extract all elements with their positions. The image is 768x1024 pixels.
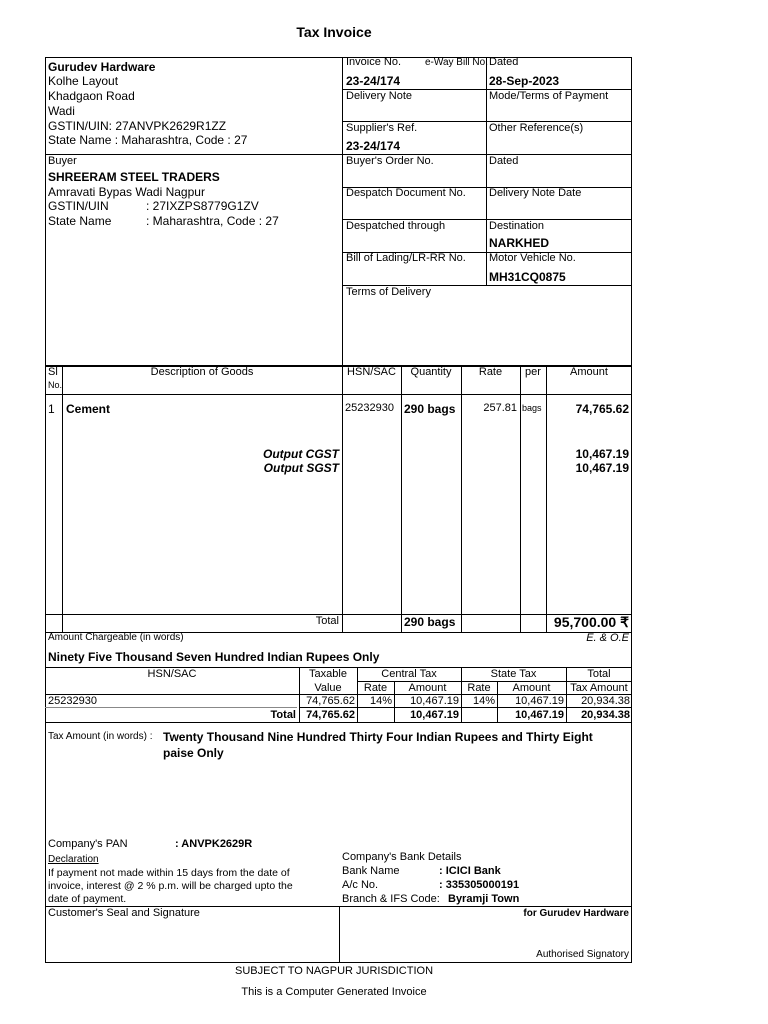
col-hsn: HSN/SAC: [347, 366, 396, 378]
motor-vehicle: MH31CQ0875: [489, 270, 566, 284]
jurisdiction: SUBJECT TO NAGPUR JURISDICTION: [234, 965, 434, 977]
ts-total-header: Total: [587, 668, 611, 680]
divider: [45, 707, 297, 708]
ts-taxable-header-2: Value: [314, 682, 342, 694]
col-sl: Sl: [48, 366, 58, 378]
suppliers-ref-label: Supplier's Ref.: [346, 122, 418, 134]
ts-hsn-header: HSN/SAC: [147, 668, 197, 680]
pan-value: : ANVPK2629R: [175, 838, 253, 850]
divider: [520, 365, 521, 632]
ts-row-c-rate: 14%: [369, 695, 392, 707]
ts-total-s-amount: 10,467.19: [515, 709, 564, 721]
customer-seal-label: Customer's Seal and Signature: [48, 907, 200, 919]
other-ref-label: Other Reference(s): [489, 122, 584, 134]
item-rate: 257.81: [483, 402, 517, 414]
col-amount: Amount: [570, 366, 608, 378]
cgst-amount: 10,467.19: [575, 447, 629, 461]
divider: [342, 57, 343, 365]
authorised-signatory: Authorised Signatory: [536, 949, 629, 960]
item-description: Cement: [66, 402, 111, 416]
total-label: Total: [315, 615, 339, 627]
buyer-gstin-label: GSTIN/UIN: [48, 199, 109, 213]
col-description: Description of Goods: [150, 366, 254, 378]
sgst-amount: 10,467.19: [575, 461, 629, 475]
buyer-state: : Maharashtra, Code : 27: [146, 214, 279, 228]
invoice-no: 23-24/174: [346, 74, 401, 88]
buyer-state-label: State Name: [48, 214, 112, 228]
eoe: E. & O.E: [586, 632, 629, 644]
buyers-order-label: Buyer's Order No.: [346, 155, 434, 167]
divider: [45, 154, 342, 155]
delivery-note-date-label: Delivery Note Date: [489, 187, 582, 199]
ts-row-s-rate: 14%: [472, 695, 495, 707]
buyer-gstin: : 27IXZPS8779G1ZV: [146, 199, 259, 213]
ts-row-total: 20,934.38: [581, 695, 630, 707]
seller-address-line: Khadgaon Road: [48, 89, 135, 103]
ts-row-c-amount: 10,467.19: [410, 695, 459, 707]
ts-c-amount-header: Amount: [408, 682, 447, 694]
tax-words-line2: paise Only: [163, 746, 224, 760]
buyer-label: Buyer: [48, 155, 77, 167]
declaration-label: Declaration: [48, 854, 99, 865]
dated-label: Dated: [489, 56, 519, 68]
col-per: per: [525, 366, 541, 378]
invoice-no-label: Invoice No.: [346, 56, 402, 68]
bank-name: : ICICI Bank: [439, 865, 501, 877]
ac-label: A/c No.: [342, 879, 379, 891]
amount-words-label: Amount Chargeable (in words): [48, 632, 184, 643]
ts-c-rate-header: Rate: [363, 682, 388, 694]
total-quantity: 290 bags: [404, 615, 456, 629]
despatched-through-label: Despatched through: [346, 220, 446, 232]
ts-row-hsn: 25232930: [48, 695, 97, 707]
bill-of-lading-label: Bill of Lading/LR-RR No.: [346, 252, 466, 264]
computer-generated-note: This is a Computer Generated Invoice: [241, 986, 427, 998]
bank-title: Company's Bank Details: [342, 851, 462, 863]
divider: [62, 365, 63, 632]
item-amount: 74,765.62: [575, 402, 629, 416]
delivery-note-label: Delivery Note: [346, 90, 413, 102]
dated2-label: Dated: [489, 155, 519, 167]
item-hsn: 25232930: [345, 402, 394, 414]
terms-delivery-label: Terms of Delivery: [346, 286, 431, 298]
seller-address-line: Kolhe Layout: [48, 74, 119, 88]
buyer-name: SHREERAM STEEL TRADERS: [48, 170, 220, 184]
item-per: bags: [522, 403, 542, 413]
declaration-line: If payment not made within 15 days from the date of: [48, 867, 290, 879]
for-company: for Gurudev Hardware: [523, 908, 629, 919]
seller-name: Gurudev Hardware: [48, 60, 156, 74]
ts-total-c-amount: 10,467.19: [410, 709, 459, 721]
col-sl-no: No.: [48, 380, 63, 390]
seller-gstin: GSTIN/UIN: 27ANVPK2629R1ZZ: [48, 119, 227, 133]
ts-s-rate-header: Rate: [467, 682, 491, 694]
divider: [45, 394, 632, 395]
item-sl: 1: [48, 402, 55, 416]
ts-total-label: Total: [270, 709, 296, 721]
pan-label: Company's PAN: [48, 838, 128, 850]
invoice-title: Tax Invoice: [296, 24, 372, 40]
eway-label: e-Way Bill No.: [425, 57, 488, 68]
divider: [486, 57, 487, 285]
destination-label: Destination: [489, 220, 545, 232]
bank-name-label: Bank Name: [342, 865, 400, 877]
suppliers-ref: 23-24/174: [346, 139, 401, 153]
ts-row-taxable: 74,765.62: [306, 695, 355, 707]
ts-total-total: 20,934.38: [581, 709, 630, 721]
amount-words: Ninety Five Thousand Seven Hundred Indian Rupees Only: [48, 650, 380, 664]
ts-state-header: State Tax: [490, 668, 537, 680]
seller-address-line: Wadi: [48, 104, 75, 118]
mode-terms-label: Mode/Terms of Payment: [489, 90, 609, 102]
ac-value: : 335305000191: [439, 879, 520, 891]
ts-s-amount-header: Amount: [512, 682, 551, 694]
ts-taxable-header: Taxable: [309, 668, 347, 680]
col-rate: Rate: [478, 366, 503, 378]
ts-central-header: Central Tax: [381, 668, 437, 680]
total-amount: 95,700.00 ₹: [553, 614, 629, 630]
declaration-line: invoice, interest @ 2 % p.m. will be charged upto the: [48, 880, 293, 892]
tax-words-label: Tax Amount (in words) :: [48, 731, 153, 742]
branch-label: Branch & IFS Code:: [342, 893, 440, 905]
item-quantity: 290 bags: [404, 402, 456, 416]
destination: NARKHED: [489, 236, 549, 250]
motor-vehicle-label: Motor Vehicle No.: [489, 252, 576, 264]
cgst-label: Output CGST: [263, 447, 339, 461]
divider: [401, 365, 402, 632]
despatch-doc-label: Despatch Document No.: [346, 187, 466, 199]
seller-state: State Name : Maharashtra, Code : 27: [48, 133, 248, 147]
declaration-line: date of payment.: [48, 893, 127, 905]
ts-total-header-2: Tax Amount: [570, 682, 628, 694]
sgst-label: Output SGST: [263, 461, 339, 475]
invoice-date: 28-Sep-2023: [489, 74, 560, 88]
divider: [45, 722, 632, 723]
divider: [299, 707, 632, 708]
branch-value: Byramji Town: [448, 893, 520, 905]
divider: [342, 365, 343, 632]
col-quantity: Quantity: [410, 366, 452, 378]
ts-row-s-amount: 10,467.19: [515, 695, 564, 707]
buyer-address: Amravati Bypas Wadi Nagpur: [48, 185, 205, 199]
ts-total-taxable: 74,765.62: [306, 709, 355, 721]
tax-words-line1: Twenty Thousand Nine Hundred Thirty Four Indian Rupees and Thirty Eight: [163, 730, 593, 744]
